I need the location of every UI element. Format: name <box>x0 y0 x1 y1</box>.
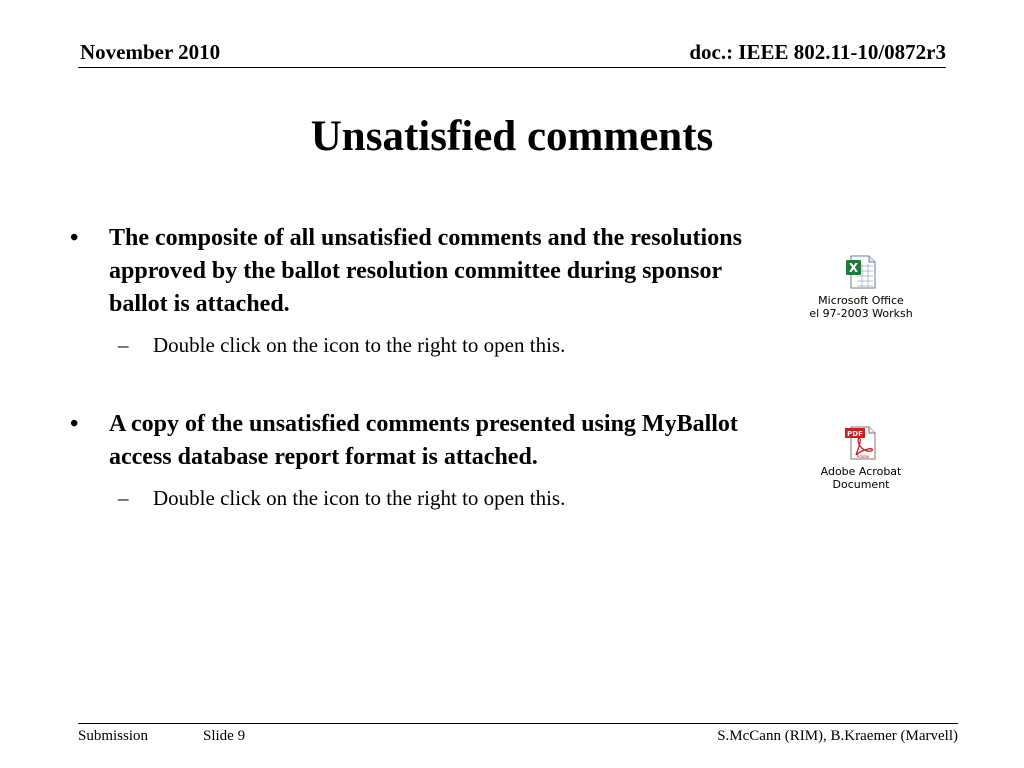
slide-title: Unsatisfied comments <box>310 113 714 160</box>
footer-slide-number: Slide 9 <box>203 728 246 744</box>
embed-caption-line: Document <box>832 478 890 491</box>
bullet-marker: • <box>70 411 79 437</box>
footer-divider <box>78 723 958 724</box>
header-date: November 2010 <box>80 40 221 64</box>
pdf-badge-text: PDF <box>847 430 863 438</box>
header-divider <box>78 67 946 68</box>
embedded-pdf-document[interactable] <box>786 425 936 491</box>
svg-text:X: X <box>848 261 859 275</box>
embedded-excel-worksheet[interactable] <box>786 254 936 320</box>
excel-worksheet-icon <box>843 254 879 290</box>
adobe-brand-text: Adobe <box>856 454 870 459</box>
sub-bullet-item <box>118 485 738 511</box>
bullet-marker: • <box>70 225 79 251</box>
sub-bullet-text: Double click on the icon to the right to open this. <box>153 486 566 510</box>
sub-bullet-text: Double click on the icon to the right to open this. <box>153 333 566 357</box>
bullet-item <box>70 222 750 321</box>
pdf-document-icon <box>843 425 879 461</box>
bullet-item <box>70 408 750 474</box>
sub-bullet-item <box>118 332 738 358</box>
footer-authors: S.McCann (RIM), B.Kraemer (Marvell) <box>717 728 958 744</box>
bullet-text: A copy of the unsatisfied comments presented using MyBallot access database report format is attached. <box>109 411 738 470</box>
footer-submission: Submission <box>78 728 149 744</box>
embed-caption-line: el 97-2003 Worksh <box>809 307 913 320</box>
sub-bullet-marker: – <box>118 333 129 357</box>
bullet-text: The composite of all unsatisfied comments and the resolutions approved by the ballot resolution committee during sponsor ballot is attached. <box>109 225 742 317</box>
sub-bullet-marker: – <box>118 486 129 510</box>
header-doc-id: doc.: IEEE 802.11-10/0872r3 <box>689 40 946 64</box>
embed-caption-line: Adobe Acrobat <box>820 465 902 478</box>
embed-caption-line: Microsoft Office <box>818 294 904 307</box>
